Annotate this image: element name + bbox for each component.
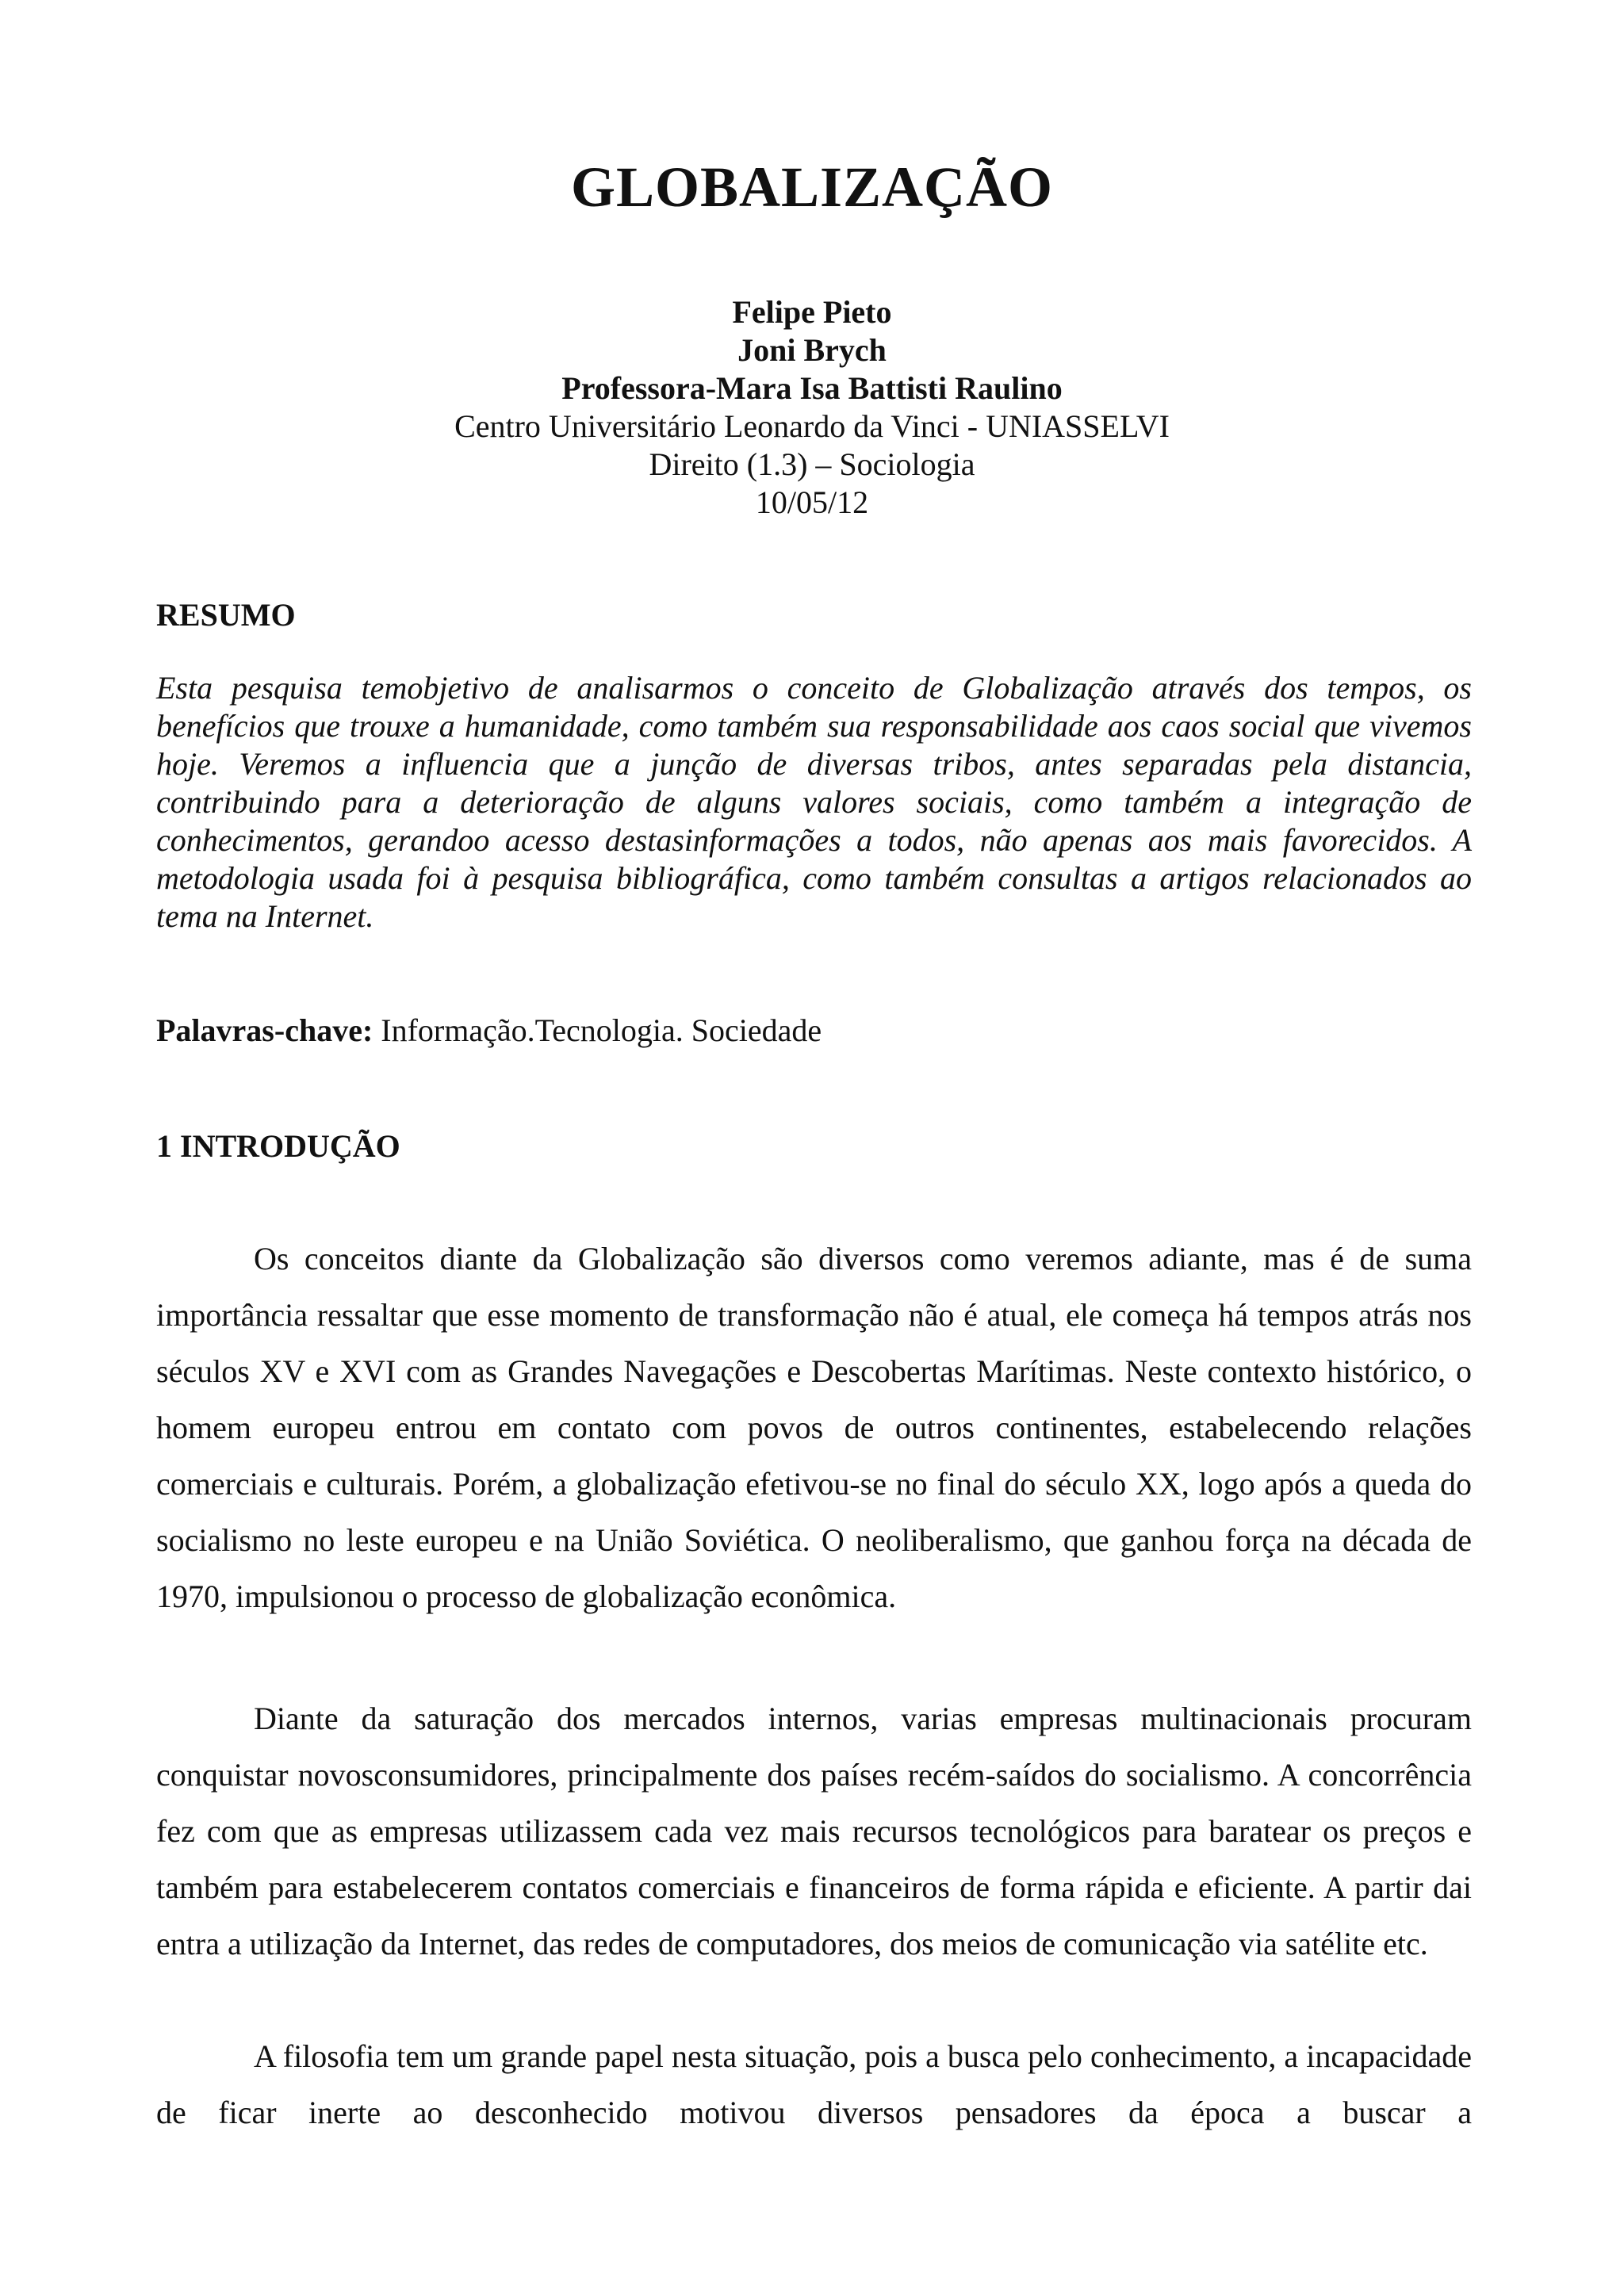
document-title: GLOBALIZAÇÃO	[570, 155, 1054, 219]
paragraph: Os conceitos diante da Globalização são diversos como veremos adiante, mas é de suma importância ressaltar que esse momento de transformação não é atual, ele começa há tempos atrás nos séculos XV e XVI com as Grandes Navegações e Descobertas Marítimas. Neste contexto histórico, o homem europeu entrou em contato com povos de outros continentes, estabelecendo relações comerciais e culturais. Porém, a globalização efetivou-se no final do século XX, logo após a queda do socialismo no leste europeu e na União Soviética. O neoliberalismo, que ganhou força na década de 1970, impulsionou o processo de globalização econômica.	[156, 1241, 1472, 1614]
keywords-label: Palavras-chave:	[156, 1012, 373, 1048]
course: Direito (1.3) – Sociologia	[649, 446, 975, 482]
abstract-text: Esta pesquisa temobjetivo de analisarmos o conceito de Globalização através dos tempos, os benefícios que trouxe a humanidade, como também sua responsabilidade aos caos social que vivemos hoje. Veremos a influencia que a junção de diversas tribos, antes separadas pela distancia, contribuindo para a deterioração de alguns valores sociais, como também a integração de conhecimentos, gerandoo acesso destasinformações a todos, não apenas aos mais favorecidos. A metodologia usada foi à pesquisa bibliográfica, como também consultas a artigos relacionados ao tema na Internet.	[156, 670, 1472, 934]
keywords	[156, 1012, 822, 1050]
keywords-value: Informação.Tecnologia. Sociedade	[381, 1012, 822, 1048]
author-block	[0, 293, 1624, 522]
abstract-heading: RESUMO	[156, 597, 296, 633]
paragraph: Diante da saturação dos mercados internos, varias empresas multinacionais procuram conquistar novosconsumidores, principalmente dos países recém-saídos do socialismo. A concorrência fez com que as empresas utilizassem cada vez mais recursos tecnológicos para baratear os preços e também para estabelecerem contatos comerciais e financeiros de forma rápida e eficiente. A partir dai entra a utilização da Internet, das redes de computadores, dos meios de comunicação via satélite etc.	[156, 1701, 1472, 1961]
advisor-name: Professora-Mara Isa Battisti Raulino	[561, 370, 1063, 406]
institution: Centro Universitário Leonardo da Vinci - UNIASSELVI	[454, 408, 1170, 444]
author-name: Joni Brych	[737, 332, 887, 368]
date: 10/05/12	[755, 484, 869, 520]
author-name: Felipe Pieto	[732, 294, 892, 330]
introduction-heading: 1 INTRODUÇÃO	[156, 1128, 400, 1164]
paragraph: A filosofia tem um grande papel nesta situação, pois a busca pelo conhecimento, a incapacidade de ficar inerte ao desconhecido motivou diversos pensadores da época a buscar a	[156, 2038, 1472, 2130]
